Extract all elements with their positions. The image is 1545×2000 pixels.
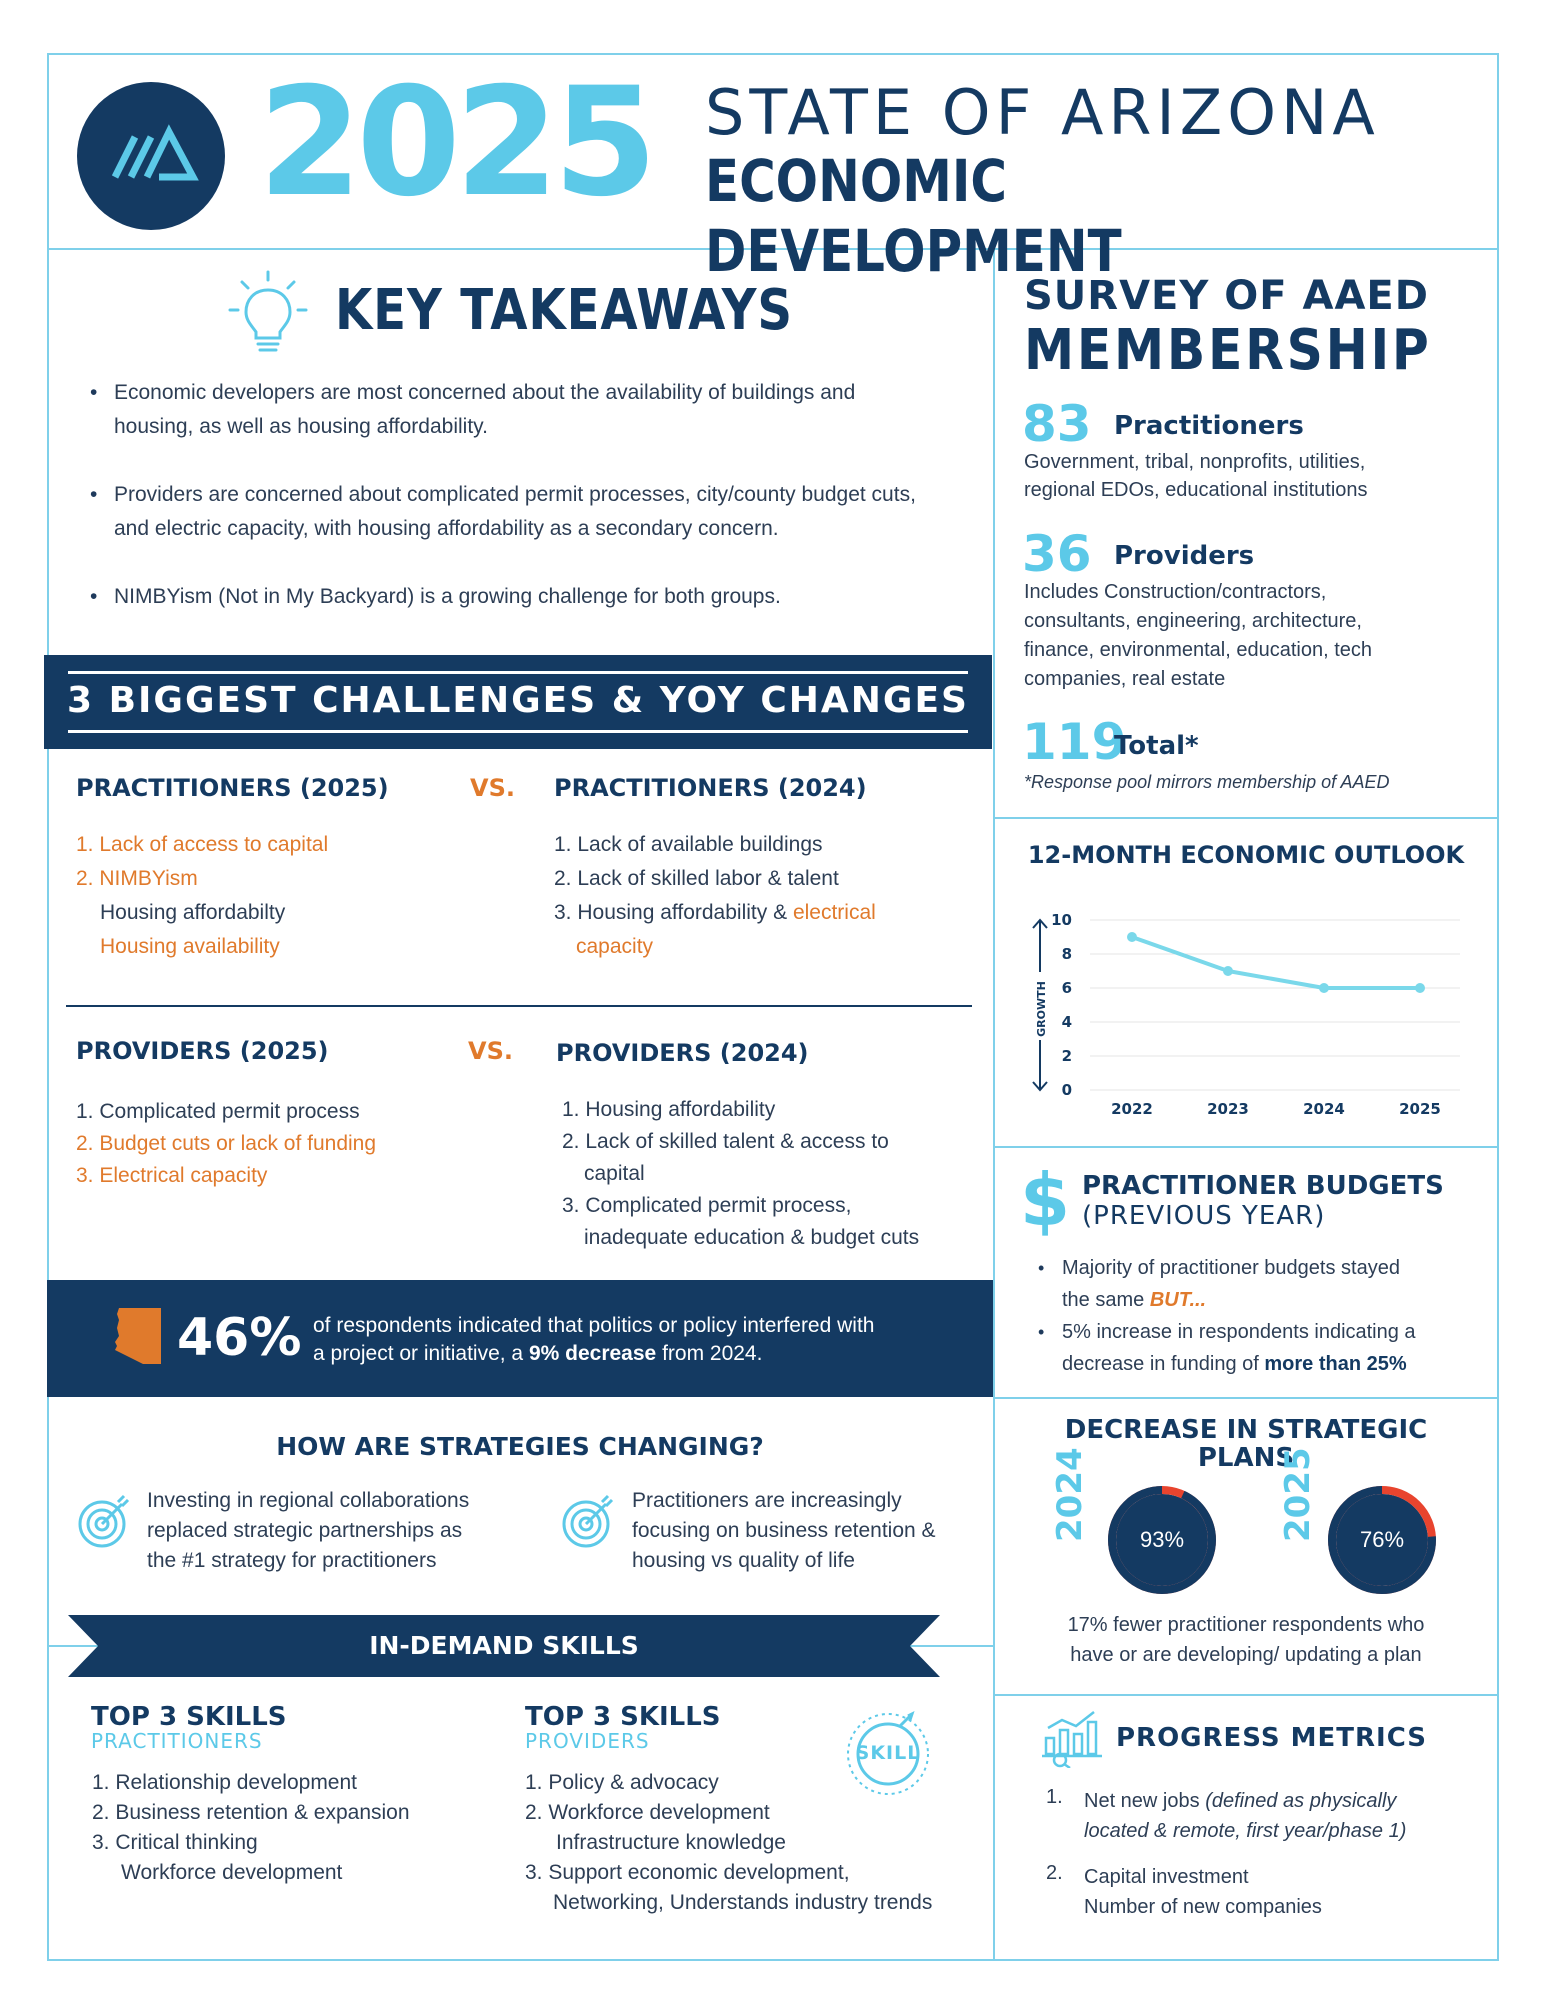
x-tick-label: 2024	[1303, 1100, 1345, 1118]
challenges-banner-title: 3 BIGGEST CHALLENGES & YOY CHANGES	[67, 680, 969, 721]
arizona-state-icon	[113, 1306, 163, 1366]
practitioners-desc: Government, tribal, nonprofits, utilities, regional EDOs, educational institutions	[1024, 451, 1368, 501]
politics-percent: 46%	[177, 1308, 302, 1368]
budget-divider	[993, 1397, 1499, 1399]
skill-badge-label: SKILL	[855, 1742, 921, 1764]
data-point	[1319, 983, 1329, 993]
total-count: 119	[1022, 713, 1127, 771]
logo	[77, 82, 225, 230]
strategy-right-text: Practitioners are increasingly focusing on business retention & housing vs quality of life	[632, 1489, 936, 1572]
data-point	[1223, 966, 1233, 976]
practitioners-count: 83	[1022, 395, 1092, 453]
metric-item: 2. Capital investment Number of new companies	[1046, 1862, 1322, 1918]
practitioners-label: Practitioners	[1114, 411, 1304, 441]
plan-year-2025: 2025	[1278, 1447, 1318, 1542]
challenge-item: inadequate education & budget cuts	[584, 1226, 920, 1249]
challenge-item: 1. Lack of available buildings	[554, 833, 823, 856]
key-takeaways-title: KEY TAKEAWAYS	[335, 278, 793, 343]
challenge-item: 2. Lack of skilled labor & talent	[554, 867, 839, 890]
total-label: Total*	[1114, 731, 1199, 761]
outlook-line-chart	[1020, 900, 1490, 1135]
key-takeaways-list	[90, 376, 930, 614]
vs-label: VS.	[468, 1037, 513, 1065]
metric-item: 1. Net new jobs (defined as physically located & remote, first year/phase 1)	[1046, 1786, 1407, 1842]
providers-label: Providers	[1114, 541, 1255, 571]
skill-item: 1. Policy & advocacy	[525, 1771, 719, 1794]
skills-banner-title: IN-DEMAND SKILLS	[369, 1631, 639, 1660]
politics-band	[47, 1280, 993, 1397]
providers-2024-list	[562, 1094, 982, 1254]
data-point	[1415, 983, 1425, 993]
metrics-title: PROGRESS METRICS	[1116, 1723, 1427, 1753]
strategies-title: HOW ARE STRATEGIES CHANGING?	[276, 1432, 764, 1461]
providers-skills-list	[525, 1768, 985, 1918]
providers-skills-subtitle: PROVIDERS	[525, 1729, 650, 1753]
x-tick-label: 2022	[1111, 1100, 1153, 1118]
aaed-logo-icon	[77, 82, 225, 230]
metrics-list	[1046, 1786, 1486, 1922]
header-title-line1: STATE OF ARIZONA	[705, 76, 1380, 149]
survey-footnote: *Response pool mirrors membership of AAED	[1024, 772, 1390, 792]
outlook-title: 12-MONTH ECONOMIC OUTLOOK	[1027, 841, 1465, 869]
x-tick-label: 2025	[1399, 1100, 1441, 1118]
plans-caption: 17% fewer practitioner respondents who have or are developing/ updating a plan	[1067, 1614, 1425, 1666]
providers-count: 36	[1022, 525, 1092, 583]
data-point	[1127, 932, 1137, 942]
challenge-item: 3. Housing affordability & electrical	[554, 901, 876, 924]
plan-pct-2024: 93%	[1139, 1527, 1185, 1552]
providers-2024-title: PROVIDERS (2024)	[556, 1039, 809, 1067]
header-year: 2025	[258, 56, 652, 230]
budget-item: • 5% increase in respondents indicating a decrease in funding of more than 25%	[1038, 1316, 1488, 1380]
y-axis-label: GROWTH	[1035, 981, 1048, 1037]
y-tick-label: 0	[1061, 1081, 1072, 1099]
dollar-icon: $	[1020, 1158, 1071, 1242]
metrics-chart-icon	[1040, 1708, 1104, 1768]
challenge-item: 2. Budget cuts or lack of funding	[76, 1132, 377, 1155]
y-tick-label: 6	[1061, 979, 1072, 997]
y-tick-label: 8	[1061, 945, 1072, 963]
challenge-item: Housing affordabilty	[100, 901, 286, 924]
providers-desc: Includes Construction/contractors, consultants, engineering, architecture, finance, environmental, education, tech companies, real estate	[1024, 581, 1372, 690]
challenge-item: 2. Lack of skilled talent & access to	[562, 1130, 889, 1153]
skill-item: 2. Business retention & expansion	[92, 1801, 410, 1824]
skill-item: 2. Workforce development	[525, 1801, 770, 1824]
providers-2025-title: PROVIDERS (2025)	[76, 1037, 329, 1065]
skill-item: Infrastructure knowledge	[556, 1831, 786, 1854]
outlook-divider	[993, 1146, 1499, 1148]
header-title-line2: ECONOMIC DEVELOPMENT	[705, 147, 1122, 285]
budgets-list	[1038, 1252, 1488, 1380]
skill-item: Networking, Understands industry trends	[553, 1891, 933, 1914]
challenge-item: 2. NIMBYism	[76, 867, 198, 890]
plan-year-2024: 2024	[1050, 1447, 1090, 1542]
challenge-item: 3. Electrical capacity	[76, 1164, 268, 1187]
challenges-banner	[44, 655, 992, 749]
plan-pct-2025: 76%	[1359, 1527, 1405, 1552]
challenges-divider	[66, 1005, 972, 1007]
takeaway-item: • NIMBYism (Not in My Backyard) is a growing challenge for both groups.	[90, 580, 930, 614]
strategy-left-text: Investing in regional collaborations replaced strategic partnerships as the #1 strategy for practitioners	[147, 1489, 470, 1572]
practitioners-skills-list	[92, 1768, 512, 1888]
survey-title-line1: SURVEY OF AAED	[1024, 273, 1429, 319]
practitioners-skills-title: TOP 3 SKILLS	[91, 1702, 287, 1732]
budget-item: • Majority of practitioner budgets stayed the same BUT...	[1038, 1252, 1488, 1316]
practitioners-2024-list	[554, 828, 974, 964]
takeaway-item: • Providers are concerned about complicated permit processes, city/county budget cuts, and electric capacity, with housing affordability as a secondary concern.	[90, 478, 930, 546]
column-divider	[993, 248, 995, 1961]
takeaway-item: • Economic developers are most concerned about the availability of buildings and housing, as well as housing affordability.	[90, 376, 930, 444]
providers-skills-title: TOP 3 SKILLS	[525, 1702, 721, 1732]
challenge-item: 1. Lack of access to capital	[76, 833, 329, 856]
practitioners-2024-title: PRACTITIONERS (2024)	[554, 774, 867, 802]
y-tick-label: 10	[1051, 911, 1072, 929]
skill-item: 1. Relationship development	[92, 1771, 358, 1794]
politics-text: of respondents indicated that politics or policy interfered with a project or initiative, a 9% decrease from 2024.	[313, 1314, 875, 1365]
providers-2025-list	[76, 1096, 496, 1192]
y-tick-label: 4	[1061, 1013, 1072, 1031]
survey-divider	[993, 817, 1499, 819]
y-tick-label: 2	[1061, 1047, 1072, 1065]
skill-item: 3. Critical thinking	[92, 1831, 258, 1854]
lightbulb-icon	[228, 268, 308, 358]
challenge-item: capacity	[576, 935, 654, 958]
challenge-item: Housing availability	[100, 935, 280, 958]
series-line	[1132, 937, 1420, 988]
plans-title: DECREASE IN STRATEGIC PLANS	[1064, 1415, 1428, 1473]
budgets-title-line1: PRACTITIONER BUDGETS	[1082, 1171, 1444, 1201]
practitioners-2025-list	[76, 828, 476, 964]
challenge-item: capital	[584, 1162, 645, 1185]
challenge-item: 3. Complicated permit process,	[562, 1194, 852, 1217]
survey-title-line2: MEMBERSHIP	[1024, 318, 1432, 383]
target-icon	[76, 1494, 132, 1550]
skill-item: Workforce development	[121, 1861, 343, 1884]
plans-divider	[993, 1694, 1499, 1696]
practitioners-skills-subtitle: PRACTITIONERS	[91, 1729, 263, 1753]
budgets-title-line2: (PREVIOUS YEAR)	[1082, 1201, 1326, 1231]
challenge-item: 1. Housing affordability	[562, 1098, 776, 1121]
target-icon	[560, 1494, 616, 1550]
challenge-item: 1. Complicated permit process	[76, 1100, 360, 1123]
x-tick-label: 2023	[1207, 1100, 1249, 1118]
vs-label: VS.	[470, 774, 515, 802]
skill-item: 3. Support economic development,	[525, 1861, 850, 1884]
practitioners-2025-title: PRACTITIONERS (2025)	[76, 774, 389, 802]
